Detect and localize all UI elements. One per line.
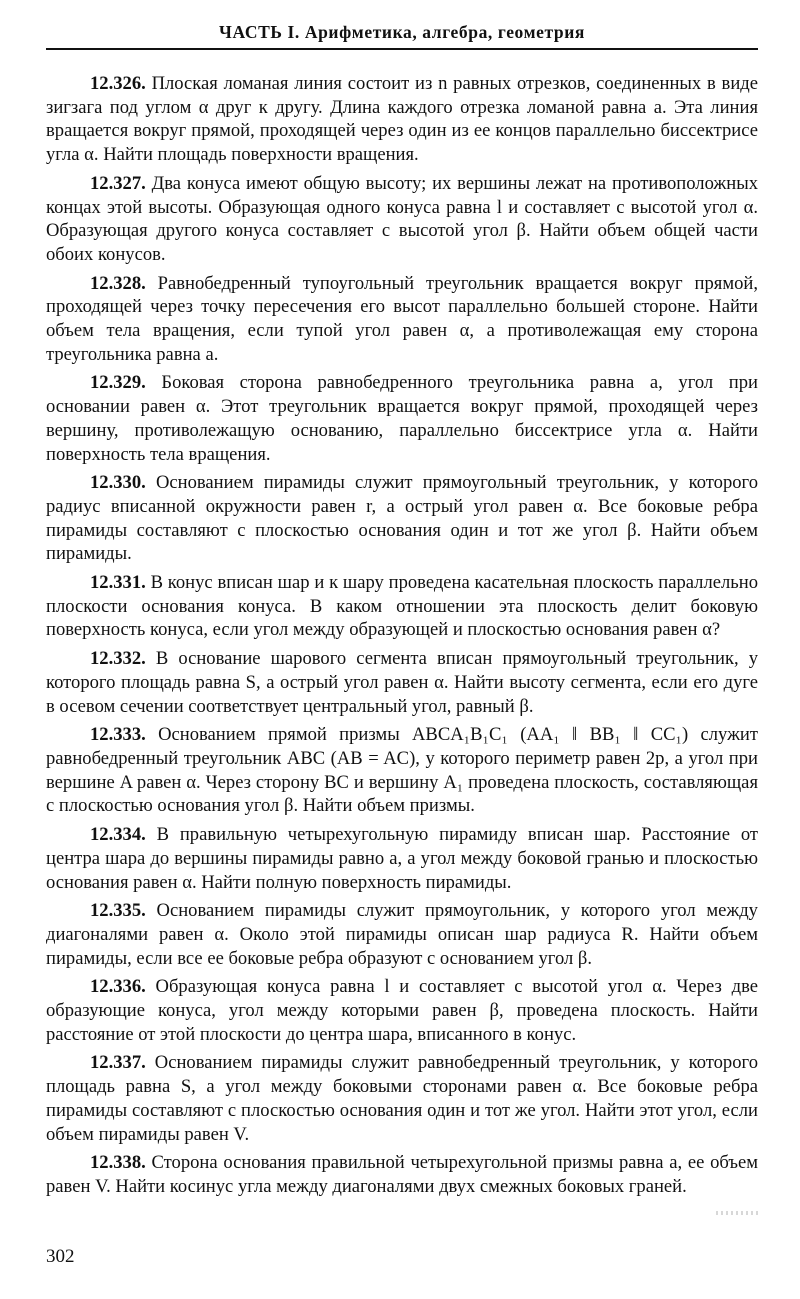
problem-text: В конус вписан шар и к шару проведена касательная плоскость параллельно плоскости основания конуса. В каком отношении эта плоскость делит боковую поверхность конуса, если угол между образующей и плоскостью основания равен α?: [46, 572, 763, 641]
problem-number: 12.333.: [90, 724, 146, 746]
problem-12-338: [46, 1151, 763, 1198]
problem-number: 12.329.: [90, 372, 146, 394]
problem-12-329: [46, 371, 763, 466]
problem-text: Плоская ломаная линия состоит из n равных отрезков, соединенных в виде зигзага под углом α друг к другу. Длина каждого отрезка ломаной равна a. Эта линия вращается вокруг прямой, проходящей через один из ее концов параллельно биссектрисе угла α. Найти площадь поверхности вращения.: [46, 73, 763, 166]
problem-number: 12.335.: [90, 900, 146, 922]
problem-number: 12.332.: [90, 648, 146, 670]
problem-12-333: [46, 723, 763, 818]
running-head: ЧАСТЬ I. Арифметика, алгебра, геометрия: [219, 22, 585, 42]
problem-12-330: [46, 471, 763, 566]
problem-text: Равнобедренный тупоугольный треугольник вращается вокруг прямой, проходящей через точку пересечения его высот параллельно большей стороне. Найти объем тела вращения, если тупой угол равен α, а противолежащая ему сторона треугольника равна a.: [46, 272, 763, 365]
problem-text: Боковая сторона равнобедренного треугольника равна a, угол при основании равен α. Этот треугольник вращается вокруг прямой, проходящей через вершину, противолежащую основанию, параллельно биссектрисе угла α. Найти поверхность тела вращения.: [46, 372, 763, 465]
problem-text: Образующая конуса равна l и составляет с высотой угол α. Через две образующие конуса, угол между которыми равен β, проведена плоскость. Найти расстояние от этой плоскости до центра шара, вписанного в конус.: [46, 976, 763, 1045]
problem-text: В основание шарового сегмента вписан прямоугольный треугольник, у которого площадь равна S, а острый угол равен α. Найти высоту сегмента, если его дуге в осевом сечении соответствует центральный угол, равный β.: [46, 648, 763, 717]
problem-12-327: [46, 172, 763, 267]
problem-number: 12.338.: [90, 1152, 146, 1174]
problem-12-336: [46, 975, 763, 1046]
problem-12-334: [46, 823, 763, 894]
problem-number: 12.328.: [90, 272, 146, 294]
problem-text: Два конуса имеют общую высоту; их вершины лежат на противоположных концах этой высоты. Образующая одного конуса равна l и составляет с высотой угол α. Образующая другого конуса составляет с высотой угол β. Найти объем общей части обоих конусов.: [46, 172, 763, 265]
problem-text: Основанием пирамиды служит прямоугольный треугольник, у которого радиус вписанной окружности равен r, а острый угол равен α. Все боковые ребра пирамиды составляют с плоскостью основания один и тот же угол β. Найти объем пирамиды.: [46, 472, 763, 565]
page-number: 302: [46, 1246, 75, 1267]
problem-text: Основанием пирамиды служит равнобедренный треугольник, у которого площадь равна S, а угол между боковыми сторонами равен α. Все боковые ребра пирамиды составляют с плоскостью основания один и тот же угол. Найти этот угол, если объем пирамиды равен V.: [46, 1052, 763, 1145]
problem-number: 12.327.: [90, 172, 146, 194]
problem-12-328: [46, 272, 763, 367]
problem-12-335: [46, 899, 763, 970]
problem-number: 12.326.: [90, 73, 146, 94]
problem-12-326: [46, 72, 763, 167]
header-rule: [46, 48, 758, 50]
problem-number: 12.336.: [90, 976, 146, 998]
problem-list: [46, 72, 763, 1204]
problem-number: 12.331.: [90, 572, 146, 594]
problem-12-331: [46, 571, 763, 642]
problem-12-332: [46, 647, 763, 718]
problem-12-337: [46, 1051, 763, 1146]
problem-text: Основанием пирамиды служит прямоугольник, у которого угол между диагоналями равен α. Около этой пирамиды описан шар радиуса R. Найти объем пирамиды, если все ее боковые ребра образуют с основанием угол β.: [46, 900, 763, 969]
problem-number: 12.334.: [90, 824, 146, 846]
problem-number: 12.330.: [90, 472, 146, 494]
problem-text: Основанием прямой призмы ABCA₁B₁C₁ (AA₁ ‖ BB₁ ‖ CC₁) служит равнобедренный треугольник ABC (AB = AC), у которого периметр равен 2p, а угол при вершине A равен α. Через сторону BC и вершину A₁ проведена плоскость, составляющая с плоскостью основания угол β. Найти объем призмы.: [46, 724, 763, 817]
problem-text: В правильную четырехугольную пирамиду вписан шар. Расстояние от центра шара до вершины пирамиды равно a, а угол между боковой гранью и плоскостью основания равен α. Найти полную поверхность пирамиды.: [46, 824, 763, 893]
scan-artifact: [716, 1211, 760, 1215]
problem-number: 12.337.: [90, 1052, 146, 1074]
problem-text: Сторона основания правильной четырехугольной призмы равна a, ее объем равен V. Найти косинус угла между диагоналями двух смежных боковых граней.: [46, 1152, 763, 1197]
